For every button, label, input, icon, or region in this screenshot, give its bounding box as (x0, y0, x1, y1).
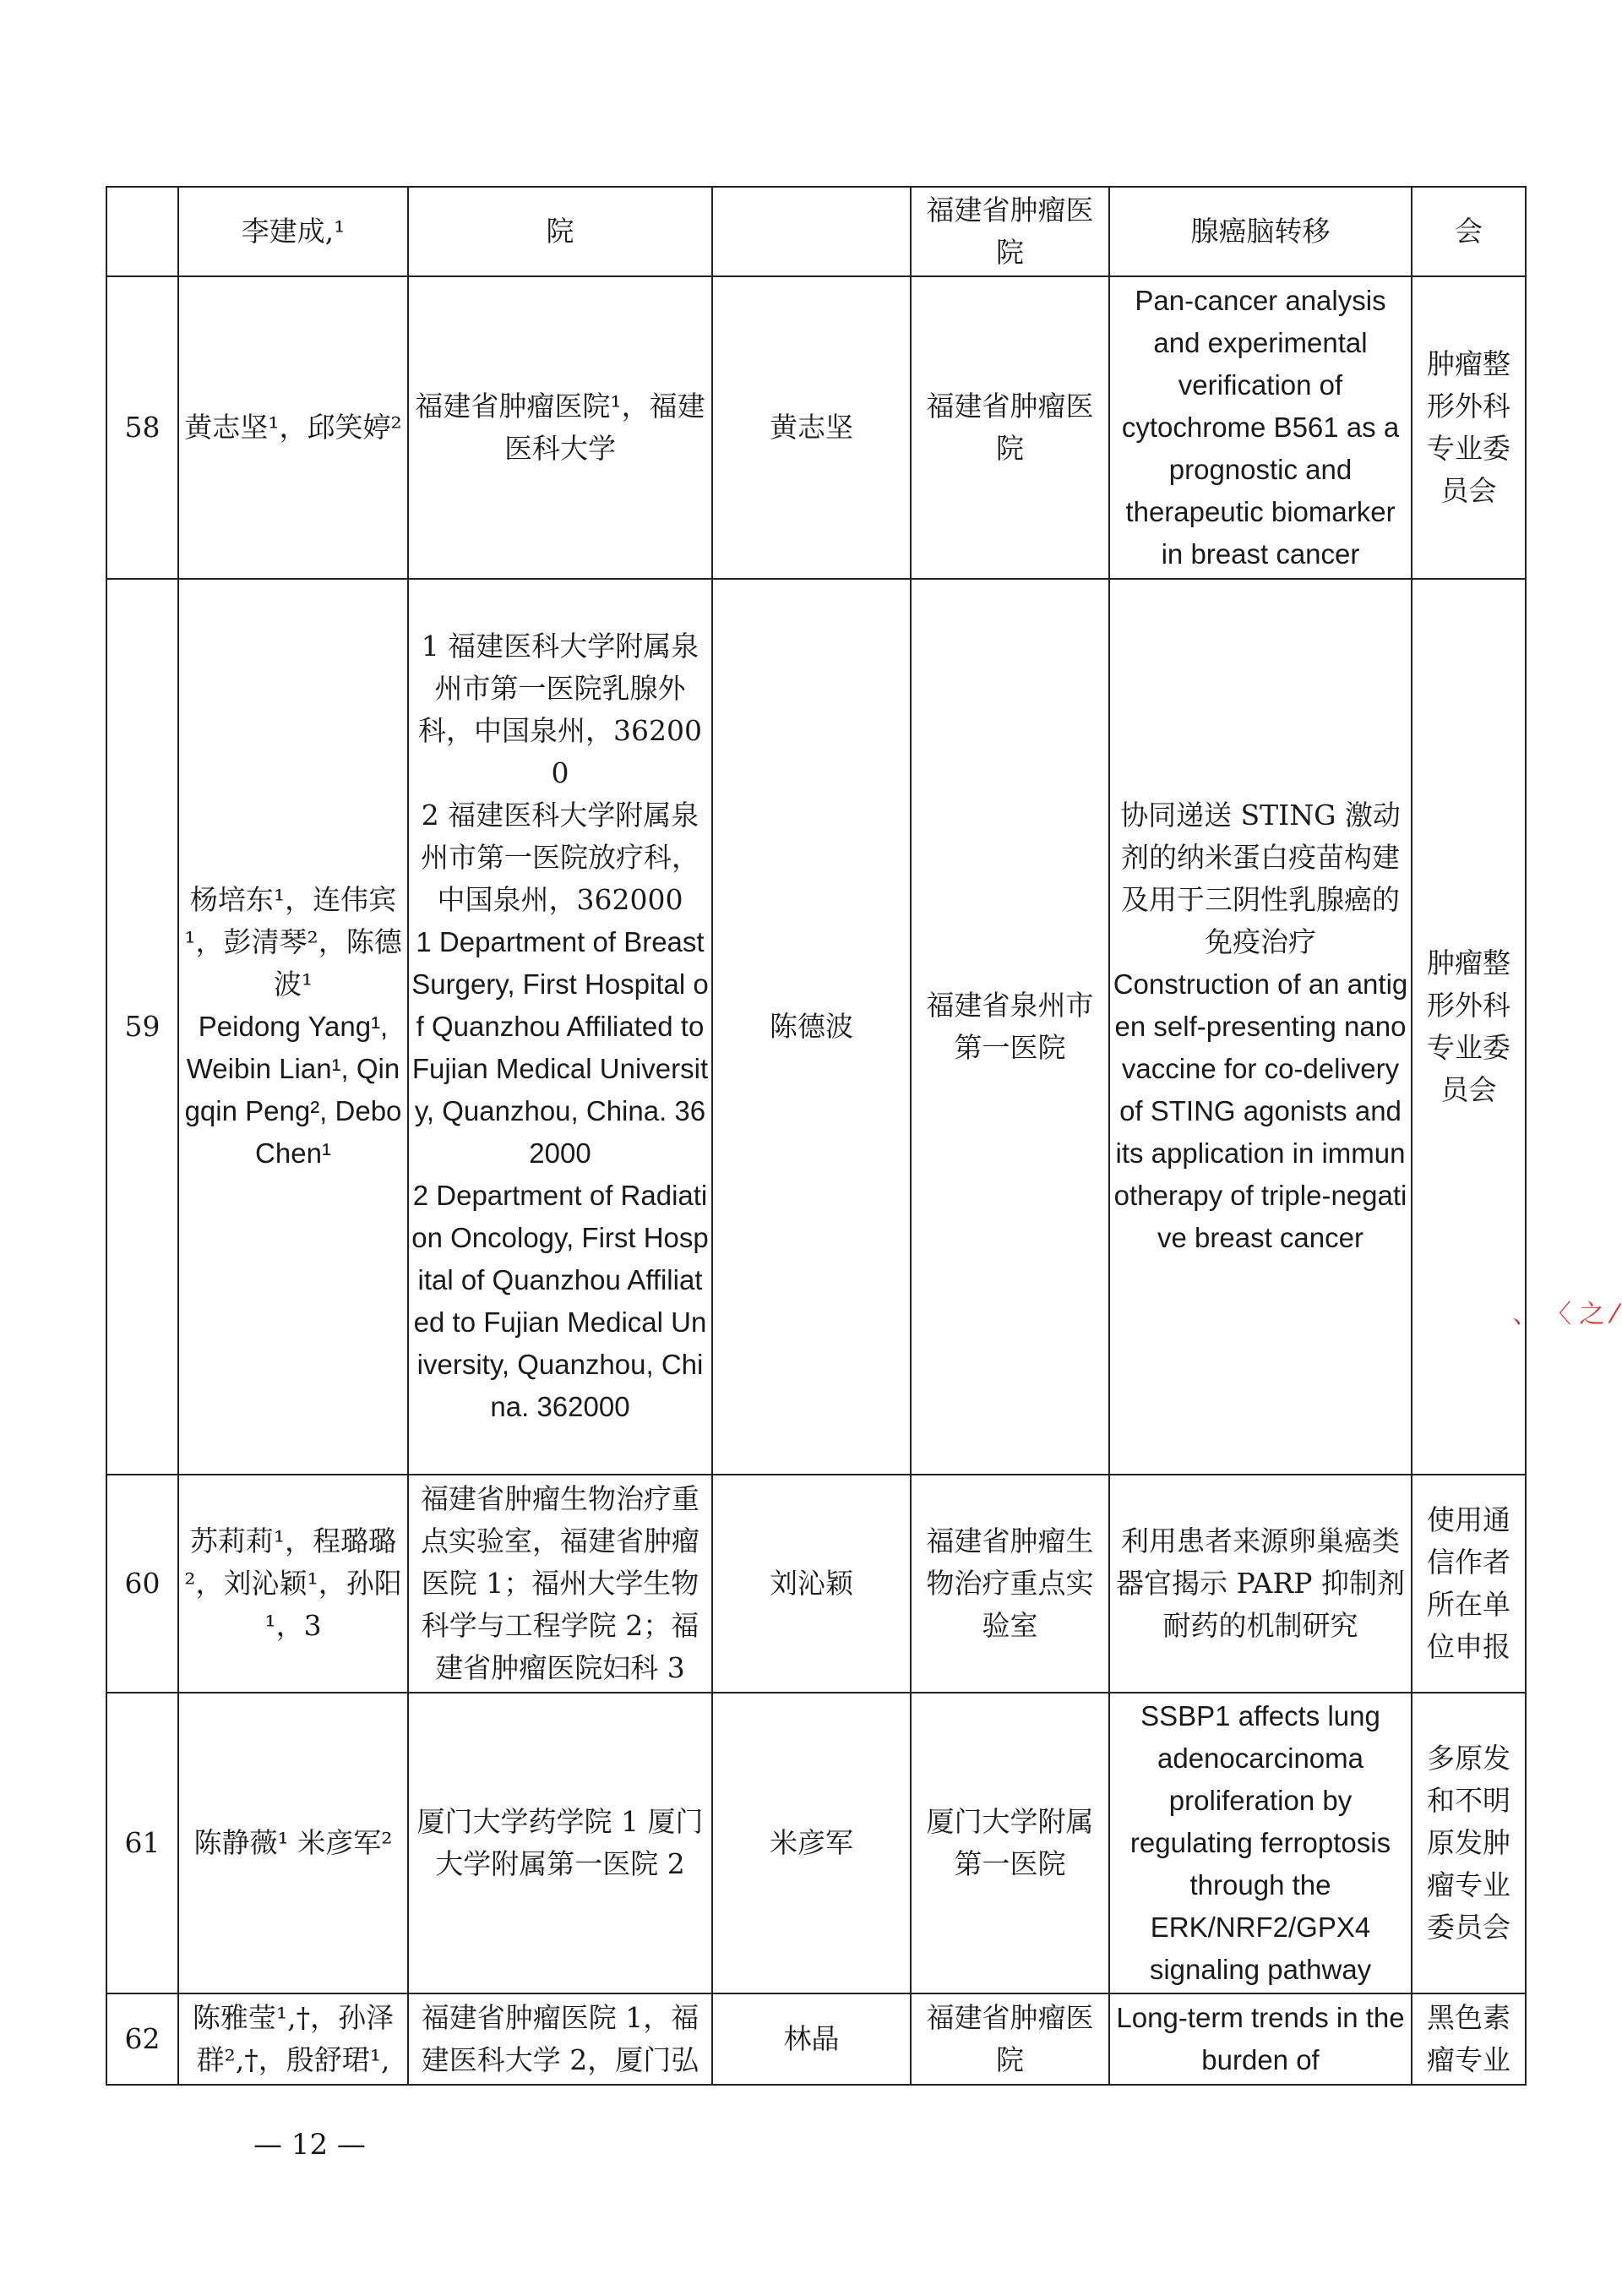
affiliation-cell: 福建省肿瘤医院 1，福建医科大学 2，厦门弘 (408, 1993, 712, 2085)
row-number: 61 (106, 1693, 178, 1993)
affiliation-en-2: 2 Department of Radiation Oncology, First Hospital of Quanzhou Affiliated to Fujian Medical University, Quanzhou, China. 362000 (411, 1180, 709, 1422)
authors-en: Peidong Yang¹, Weibin Lian¹, Qingqin Peng², Debo Chen¹ (184, 1011, 402, 1169)
table-row (106, 579, 1526, 1475)
committee-cell: 多原发和不明原发肿瘤专业委员会 (1412, 1693, 1526, 1993)
row-number (106, 187, 178, 276)
table-row (106, 1475, 1526, 1693)
table-row (106, 1993, 1526, 2085)
table-row (106, 276, 1526, 579)
title-cell: Pan-cancer analysis and experimental verification of cytochrome B561 as a prognostic and therapeutic biomarker in breast cancer (1109, 276, 1412, 579)
affiliation-en-1: 1 Department of Breast Surgery, First Hospital of Quanzhou Affiliated to Fujian Medical University, Quanzhou, China. 362000 (411, 926, 709, 1169)
authors-cell: 陈雅莹¹,†，孙泽群²,†，殷舒珺¹, (178, 1993, 408, 2085)
title-cell: 腺癌脑转移 (1109, 187, 1412, 276)
affiliation-cn-1: 1 福建医科大学附属泉州市第一医院乳腺外科，中国泉州，362000 (418, 630, 702, 789)
committee-cell: 黑色素瘤专业 (1412, 1993, 1526, 2085)
title-en: Construction of an antigen self-presenting nanovaccine for co-delivery of STING agonists and its application in immunotherapy of triple-negative breast cancer (1113, 968, 1408, 1253)
authors-cell: 李建成,¹ (178, 187, 408, 276)
authors-cn: 杨培东¹，连伟宾¹，彭清琴²，陈德波¹ (184, 883, 402, 1001)
page-number: — 12 — (253, 2128, 366, 2162)
unit-cell: 福建省肿瘤医院 (911, 187, 1109, 276)
affiliation-cell: 福建省肿瘤医院¹，福建医科大学 (408, 276, 712, 579)
row-number: 62 (106, 1993, 178, 2085)
corresponding-author-cell: 米彦军 (712, 1693, 911, 1993)
authors-cell: 陈静薇¹ 米彦军² (178, 1693, 408, 1993)
unit-cell: 福建省泉州市第一医院 (911, 579, 1109, 1475)
table-row (106, 187, 1526, 276)
committee-cell: 会 (1412, 187, 1526, 276)
affiliation-cell: 院 (408, 187, 712, 276)
corresponding-author-cell: 陈德波 (712, 579, 911, 1475)
unit-cell: 福建省肿瘤医院 (911, 276, 1109, 579)
committee-cell: 肿瘤整形外科专业委员会 (1412, 276, 1526, 579)
unit-cell: 福建省肿瘤医院 (911, 1993, 1109, 2085)
title-cell (1109, 579, 1412, 1475)
affiliation-cell (408, 579, 712, 1475)
corresponding-author-cell (712, 187, 911, 276)
row-number: 59 (106, 579, 178, 1475)
unit-cell: 厦门大学附属第一医院 (911, 1693, 1109, 1993)
title-cell: SSBP1 affects lung adenocarcinoma proliferation by regulating ferroptosis through the ERK/NRF2/GPX4 signaling pathway (1109, 1693, 1412, 1993)
corresponding-author-cell: 林晶 (712, 1993, 911, 2085)
affiliation-cell: 福建省肿瘤生物治疗重点实验室，福建省肿瘤医院 1；福州大学生物科学与工程学院 2；福建省肿瘤医院妇科 3 (408, 1475, 712, 1693)
row-number: 58 (106, 276, 178, 579)
corresponding-author-cell: 黄志坚 (712, 276, 911, 579)
authors-cell (178, 579, 408, 1475)
affiliation-cn-2: 2 福建医科大学附属泉州市第一医院放疗科，中国泉州，362000 (421, 799, 699, 916)
authors-cell: 苏莉莉¹，程璐璐²，刘沁颖¹，孙阳¹，3 (178, 1475, 408, 1693)
title-cell: Long-term trends in the burden of (1109, 1993, 1412, 2085)
committee-cell: 使用通信作者所在单位申报 (1412, 1475, 1526, 1693)
title-cn: 协同递送 STING 激动剂的纳米蛋白疫苗构建及用于三阴性乳腺癌的免疫治疗 (1120, 799, 1401, 958)
title-cell: 利用患者来源卵巢癌类器官揭示 PARP 抑制剂耐药的机制研究 (1109, 1475, 1412, 1693)
award-table (106, 186, 1527, 2086)
red-seal-fragment: 、 〈 之 ⁄ (1512, 1300, 1617, 1329)
row-number: 60 (106, 1475, 178, 1693)
affiliation-cell: 厦门大学药学院 1 厦门大学附属第一医院 2 (408, 1693, 712, 1993)
committee-cell: 肿瘤整形外科专业委员会 (1412, 579, 1526, 1475)
authors-cell: 黄志坚¹，邱笑婷² (178, 276, 408, 579)
unit-cell: 福建省肿瘤生物治疗重点实验室 (911, 1475, 1109, 1693)
corresponding-author-cell: 刘沁颖 (712, 1475, 911, 1693)
table-row (106, 1693, 1526, 1993)
